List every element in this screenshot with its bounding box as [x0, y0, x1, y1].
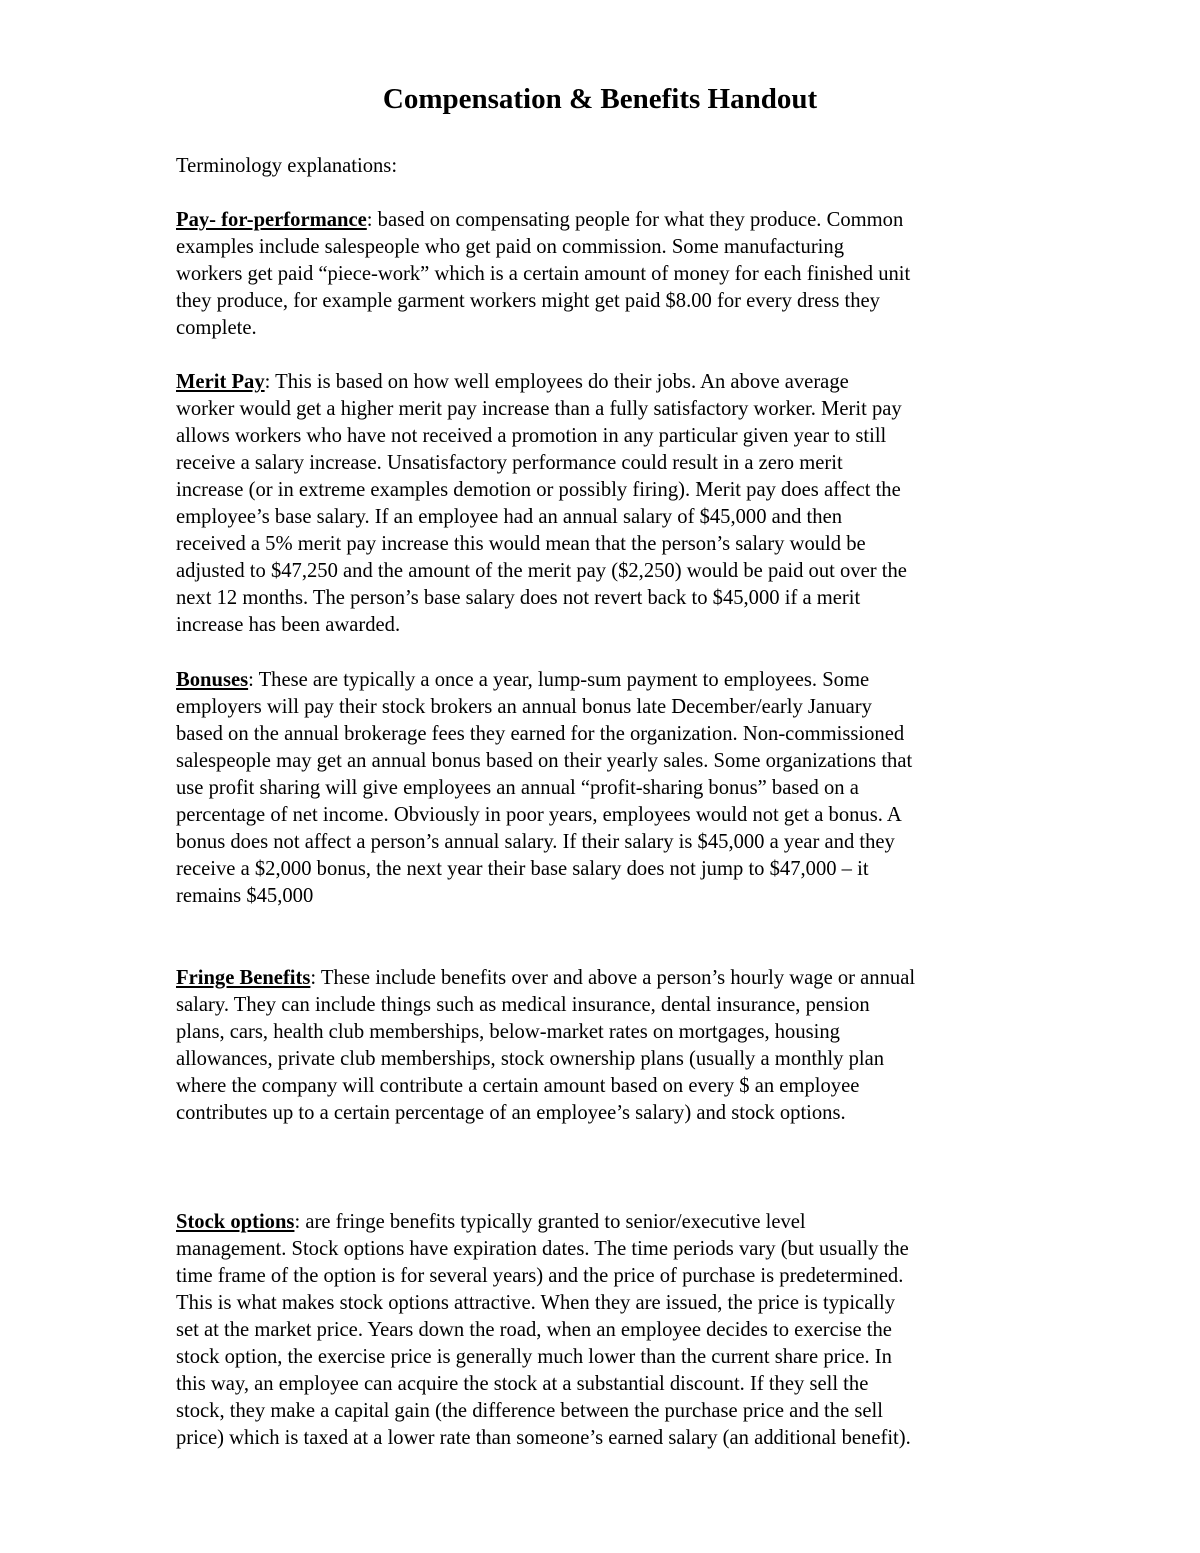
section-line: stock option, the exercise price is generally much lower than the current share price. In [176, 1346, 892, 1368]
section-bonuses [176, 667, 1034, 910]
page-title: Compensation & Benefits Handout [382, 83, 818, 115]
section-line: employers will pay their stock brokers an annual bonus late December/early January [176, 696, 872, 718]
term-heading: Pay- for-performance [176, 209, 367, 231]
section-line: receive a salary increase. Unsatisfactory performance could result in a zero merit [176, 452, 843, 474]
section-text: : This is based on how well employees do their jobs. An above average [264, 371, 849, 393]
term-heading: Merit Pay [176, 371, 265, 393]
section-line: receive a $2,000 bonus, the next year their base salary does not jump to $47,000 – it [176, 858, 869, 880]
section-line: worker would get a higher merit pay increase than a fully satisfactory worker. Merit pay [176, 398, 902, 420]
section-stock-options [176, 1209, 1034, 1452]
section-text: : are fringe benefits typically granted to senior/executive level [294, 1211, 806, 1233]
section-line: time frame of the option is for several years) and the price of purchase is predetermined. [176, 1265, 904, 1287]
section-line: set at the market price. Years down the road, when an employee decides to exercise the [176, 1319, 892, 1341]
section-line: this way, an employee can acquire the stock at a substantial discount. If they sell the [176, 1373, 869, 1395]
section-line: price) which is taxed at a lower rate than someone’s earned salary (an additional benefit). [176, 1427, 911, 1449]
section-line [176, 369, 1034, 396]
section-line: where the company will contribute a certain amount based on every $ an employee [176, 1075, 860, 1097]
section-line [176, 1209, 1034, 1236]
section-line: plans, cars, health club memberships, below-market rates on mortgages, housing [176, 1021, 840, 1043]
intro-text: Terminology explanations: [176, 155, 398, 177]
section-line [176, 207, 1034, 234]
section-line: bonus does not affect a person’s annual salary. If their salary is $45,000 a year and they [176, 831, 895, 853]
section-line: stock, they make a capital gain (the difference between the purchase price and the sell [176, 1400, 883, 1422]
section-line: allows workers who have not received a promotion in any particular given year to still [176, 425, 887, 447]
section-line: adjusted to $47,250 and the amount of the merit pay ($2,250) would be paid out over the [176, 560, 907, 582]
term-heading: Bonuses [176, 669, 249, 691]
section-line: management. Stock options have expiration dates. The time periods vary (but usually the [176, 1238, 909, 1260]
section-line: next 12 months. The person’s base salary does not revert back to $45,000 if a merit [176, 587, 861, 609]
section-line: percentage of net income. Obviously in poor years, employees would not get a bonus. A [176, 804, 902, 826]
section-line: salespeople may get an annual bonus based on their yearly sales. Some organizations that [176, 750, 913, 772]
section-line: based on the annual brokerage fees they earned for the organization. Non-commissioned [176, 723, 905, 745]
term-heading: Fringe Benefits [176, 967, 311, 989]
section-line: complete. [176, 317, 257, 339]
section-line: remains $45,000 [176, 885, 314, 907]
section-pay-for-performance [176, 207, 1034, 342]
section-line: increase has been awarded. [176, 614, 401, 636]
section-line: employee’s base salary. If an employee had an annual salary of $45,000 and then [176, 506, 843, 528]
section-text: : based on compensating people for what they produce. Common [366, 209, 904, 231]
section-text: : These are typically a once a year, lump-sum payment to employees. Some [248, 669, 870, 691]
section-line: use profit sharing will give employees an annual “profit-sharing bonus” based on a [176, 777, 859, 799]
section-line: contributes up to a certain percentage of an employee’s salary) and stock options. [176, 1102, 846, 1124]
section-line: examples include salespeople who get paid on commission. Some manufacturing [176, 236, 844, 258]
section-line: they produce, for example garment workers might get paid $8.00 for every dress they [176, 290, 880, 312]
section-line: allowances, private club memberships, stock ownership plans (usually a monthly plan [176, 1048, 885, 1070]
section-merit-pay [176, 369, 1034, 639]
section-fringe-benefits [176, 965, 1034, 1127]
section-line [176, 667, 1034, 694]
section-line: increase (or in extreme examples demotion or possibly firing). Merit pay does affect the [176, 479, 901, 501]
section-line: received a 5% merit pay increase this would mean that the person’s salary would be [176, 533, 866, 555]
section-line: This is what makes stock options attractive. When they are issued, the price is typically [176, 1292, 896, 1314]
section-line [176, 965, 1034, 992]
term-heading: Stock options [176, 1211, 295, 1233]
section-text: : These include benefits over and above a person’s hourly wage or annual [310, 967, 916, 989]
section-line: workers get paid “piece-work” which is a certain amount of money for each finished unit [176, 263, 911, 285]
section-line: salary. They can include things such as medical insurance, dental insurance, pension [176, 994, 870, 1016]
